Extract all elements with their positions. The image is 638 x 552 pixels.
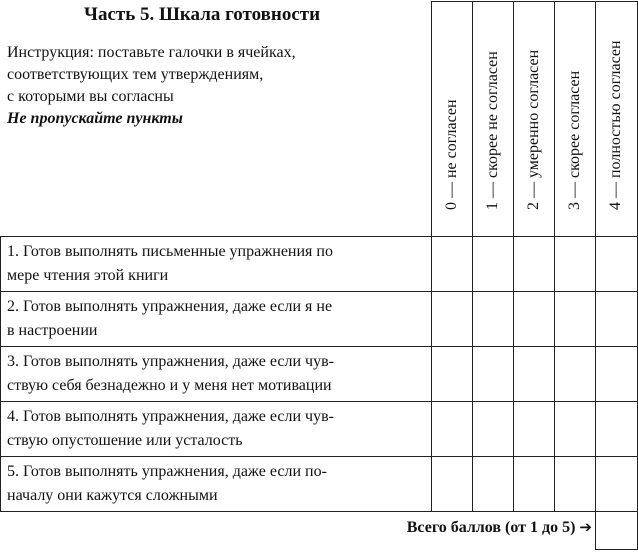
statement-row [7,350,427,398]
column-header-0: 0 — не согласен [443,99,460,210]
score-checkbox-row1-col1[interactable] [473,237,513,291]
score-checkbox-row4-col3[interactable] [555,402,595,456]
score-checkbox-row3-col2[interactable] [514,347,554,401]
score-checkbox-row5-col3[interactable] [555,457,595,511]
statement-row [7,405,427,453]
score-checkbox-row2-col1[interactable] [473,292,513,346]
instruction-line: Инструкция: поставьте галочки в ячейках, [7,44,296,61]
arrow-right-icon: ➔ [579,518,592,536]
column-header-1: 1 — скорее не согласен [484,51,501,210]
divider [0,456,638,457]
divider [0,511,638,512]
score-checkbox-row2-col4[interactable] [596,292,636,346]
divider [0,346,638,347]
divider [472,1,473,512]
score-checkbox-row3-col3[interactable] [555,347,595,401]
score-checkbox-row5-col2[interactable] [514,457,554,511]
score-checkbox-row4-col0[interactable] [432,402,472,456]
section-title: Часть 5. Шкала готовности [84,4,321,25]
score-checkbox-row2-col3[interactable] [555,292,595,346]
score-checkbox-row5-col1[interactable] [473,457,513,511]
statement-line: началу они кажутся сложными [7,487,218,504]
divider [0,401,638,402]
instructions [7,42,423,130]
statement-row [7,295,427,343]
instruction-line: соответствующих тем утверждениям, [7,66,264,83]
divider [554,1,555,512]
total-score-label: Всего баллов (от 1 до 5) ➔ [406,518,592,536]
score-checkbox-row1-col2[interactable] [514,237,554,291]
column-header-4: 4 — полностью согласен [607,40,624,210]
instruction-emphasis: Не пропускайте пункты [7,110,183,127]
statement-line: в настроении [7,322,98,339]
instruction-line: с которыми вы согласны [7,88,174,105]
divider [431,1,638,2]
statement-line: 1. Готов выполнять письменные упражнения по [7,243,333,260]
statement-line: 3. Готов выполнять упражнения, даже если чув- [7,353,334,370]
divider [513,1,514,512]
column-header-2: 2 — умеренно согласен [525,49,542,210]
score-checkbox-row5-col4[interactable] [596,457,636,511]
divider [0,236,1,512]
score-checkbox-row5-col0[interactable] [432,457,472,511]
divider [0,291,638,292]
divider [0,236,638,237]
statement-line: мере чтения этой книги [7,267,169,284]
score-checkbox-row4-col2[interactable] [514,402,554,456]
score-checkbox-row3-col0[interactable] [432,347,472,401]
divider [595,1,596,550]
total-score-field[interactable] [596,512,637,549]
statement-line: 4. Готов выполнять упражнения, даже если чув- [7,408,334,425]
statement-row [7,460,427,508]
score-checkbox-row1-col3[interactable] [555,237,595,291]
statement-line: ствую опустошение или усталость [7,432,243,449]
score-checkbox-row2-col0[interactable] [432,292,472,346]
statement-row [7,240,427,288]
score-checkbox-row4-col4[interactable] [596,402,636,456]
column-header-3: 3 — скорее согласен [566,70,583,210]
score-checkbox-row4-col1[interactable] [473,402,513,456]
statement-line: ствую себя безнадежно и у меня нет мотивации [7,377,332,394]
divider [431,1,432,512]
score-checkbox-row3-col4[interactable] [596,347,636,401]
score-checkbox-row1-col0[interactable] [432,237,472,291]
divider [595,549,638,550]
score-checkbox-row1-col4[interactable] [596,237,636,291]
score-checkbox-row3-col1[interactable] [473,347,513,401]
score-checkbox-row2-col2[interactable] [514,292,554,346]
statement-line: 2. Готов выполнять упражнения, даже если я не [7,298,333,315]
statement-line: 5. Готов выполнять упражнения, даже если по- [7,463,327,480]
